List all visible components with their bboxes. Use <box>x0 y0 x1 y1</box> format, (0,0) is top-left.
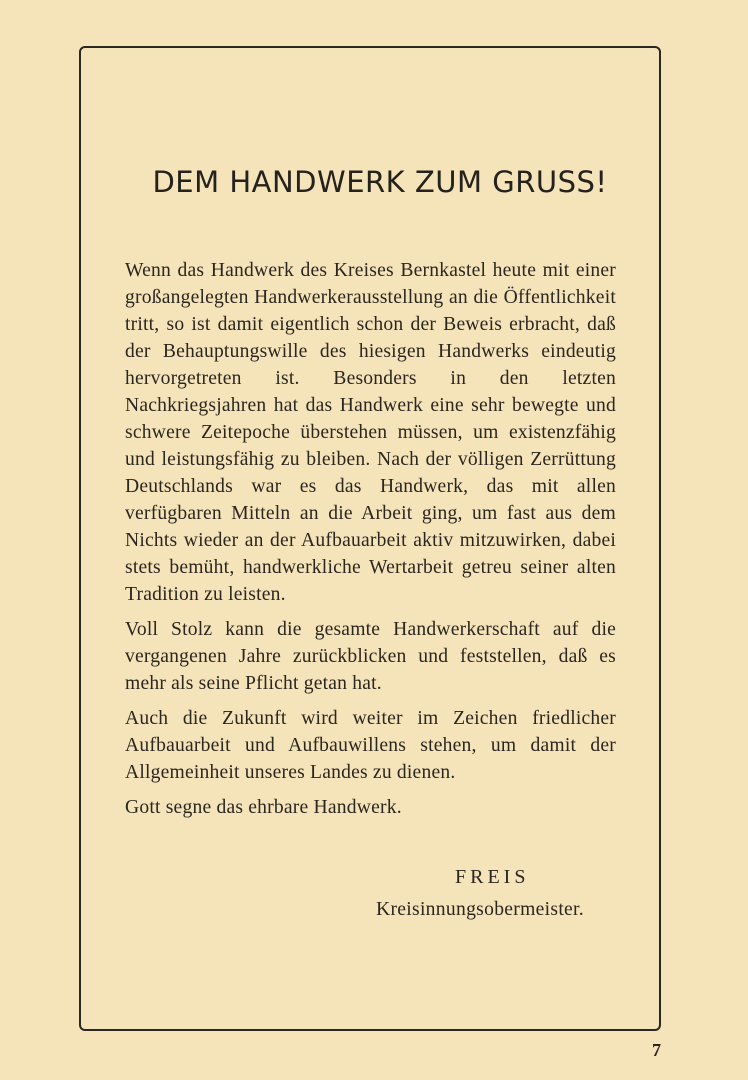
signature-role: Kreisinnungsobermeister. <box>376 899 584 920</box>
paragraph-1: Wenn das Handwerk des Kreises Bernkastel heute mit einer großangelegten Handwerkerausstellung an die Öffentlichkeit tritt, so ist damit eigentlich schon der Beweis erbracht, daß der Behauptungswille des hiesigen Handwerks eindeutig hervorgetreten ist. Besonders in den letzten Nachkriegsjahren hat das Handwerk eine sehr bewegte und schwere Zeitepoche überstehen müssen, um existenzfähig und leistungsfähig zu bleiben. Nach der völligen Zerrüttung Deutschlands war es das Handwerk, das mit allen verfügbaren Mitteln an die Arbeit ging, um fast aus dem Nichts wieder an der Aufbauarbeit aktiv mitzuwirken, dabei stets bemüht, handwerkliche Wertarbeit getreu seiner alten Tradition zu leisten. <box>125 260 616 605</box>
body-text <box>125 257 616 829</box>
page-title-text: DEM HANDWERK ZUM GRUSS! <box>152 165 608 199</box>
signature-name: FREIS <box>455 866 530 888</box>
paragraph-3: Auch die Zukunft wird weiter im Zeichen friedlicher Aufbauarbeit und Aufbauwillens stehen, um damit der Allgemeinheit unseres Landes zu dienen. <box>125 708 616 783</box>
paragraph-4: Gott segne das ehrbare Handwerk. <box>125 797 402 818</box>
page-title <box>0 165 748 199</box>
page-number: 7 <box>652 1040 661 1060</box>
paragraph-2: Voll Stolz kann die gesamte Handwerkerschaft auf die vergangenen Jahre zurückblicken und feststellen, daß es mehr als seine Pflicht getan hat. <box>125 619 616 694</box>
